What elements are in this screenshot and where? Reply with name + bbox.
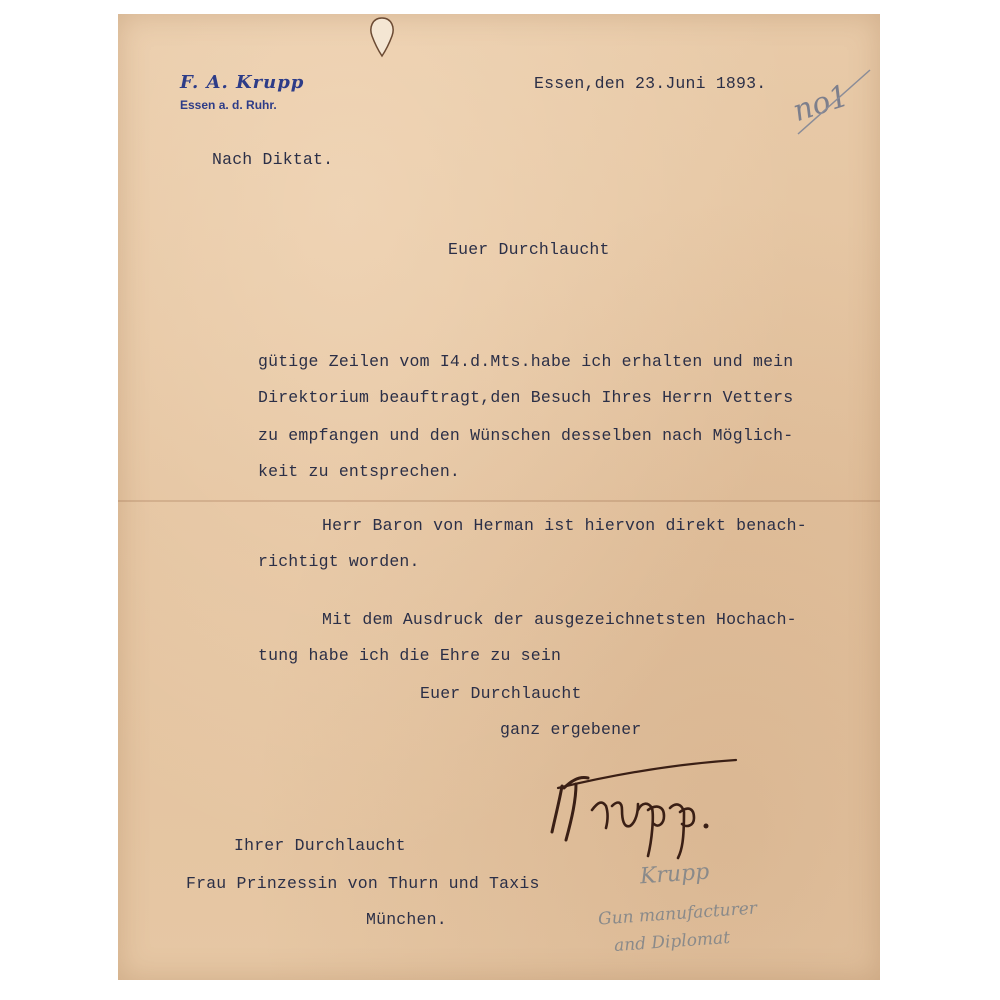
dictation-note: Nach Diktat. [212, 150, 334, 169]
salutation: Euer Durchlaucht [448, 240, 610, 259]
addressee-line: München. [366, 910, 447, 929]
body-line: keit zu entsprechen. [258, 462, 461, 481]
closing-line: Euer Durchlaucht [420, 684, 582, 703]
body-line: zu empfangen und den Wünschen desselben nach Möglich- [258, 426, 794, 445]
letterhead-city: Essen a. d. Ruhr. [180, 98, 277, 112]
body-line: richtigt worden. [258, 552, 420, 571]
body-line: tung habe ich die Ehre zu sein [258, 646, 562, 665]
addressee-line: Frau Prinzessin von Thurn und Taxis [186, 874, 540, 893]
letterhead-firm: F. A. Krupp [180, 72, 305, 93]
corner-mark [778, 62, 878, 142]
body-line: gütige Zeilen vom I4.d.Mts.habe ich erhalten und mein [258, 352, 794, 371]
pencil-name: Krupp [639, 859, 711, 890]
svg-text:no1: no1 [788, 78, 854, 130]
fold-crease [118, 500, 880, 502]
body-line: Herr Baron von Herman ist hiervon direkt benach- [322, 516, 807, 535]
addressee-line: Ihrer Durchlaucht [234, 836, 406, 855]
punch-hole [364, 14, 400, 58]
dateline: Essen,den 23.Juni 1893. [534, 74, 767, 93]
signature-krupp [536, 740, 746, 860]
pencil-note-line: and Diplomat [613, 927, 731, 957]
body-line: Mit dem Ausdruck der ausgezeichnetsten Hochach- [322, 610, 797, 629]
closing-line: ganz ergebener [500, 720, 642, 739]
letter-sheet [118, 14, 880, 980]
body-line: Direktorium beauftragt,den Besuch Ihres Herrn Vetters [258, 388, 794, 407]
pencil-note-line: Gun manufacturer [597, 898, 758, 930]
